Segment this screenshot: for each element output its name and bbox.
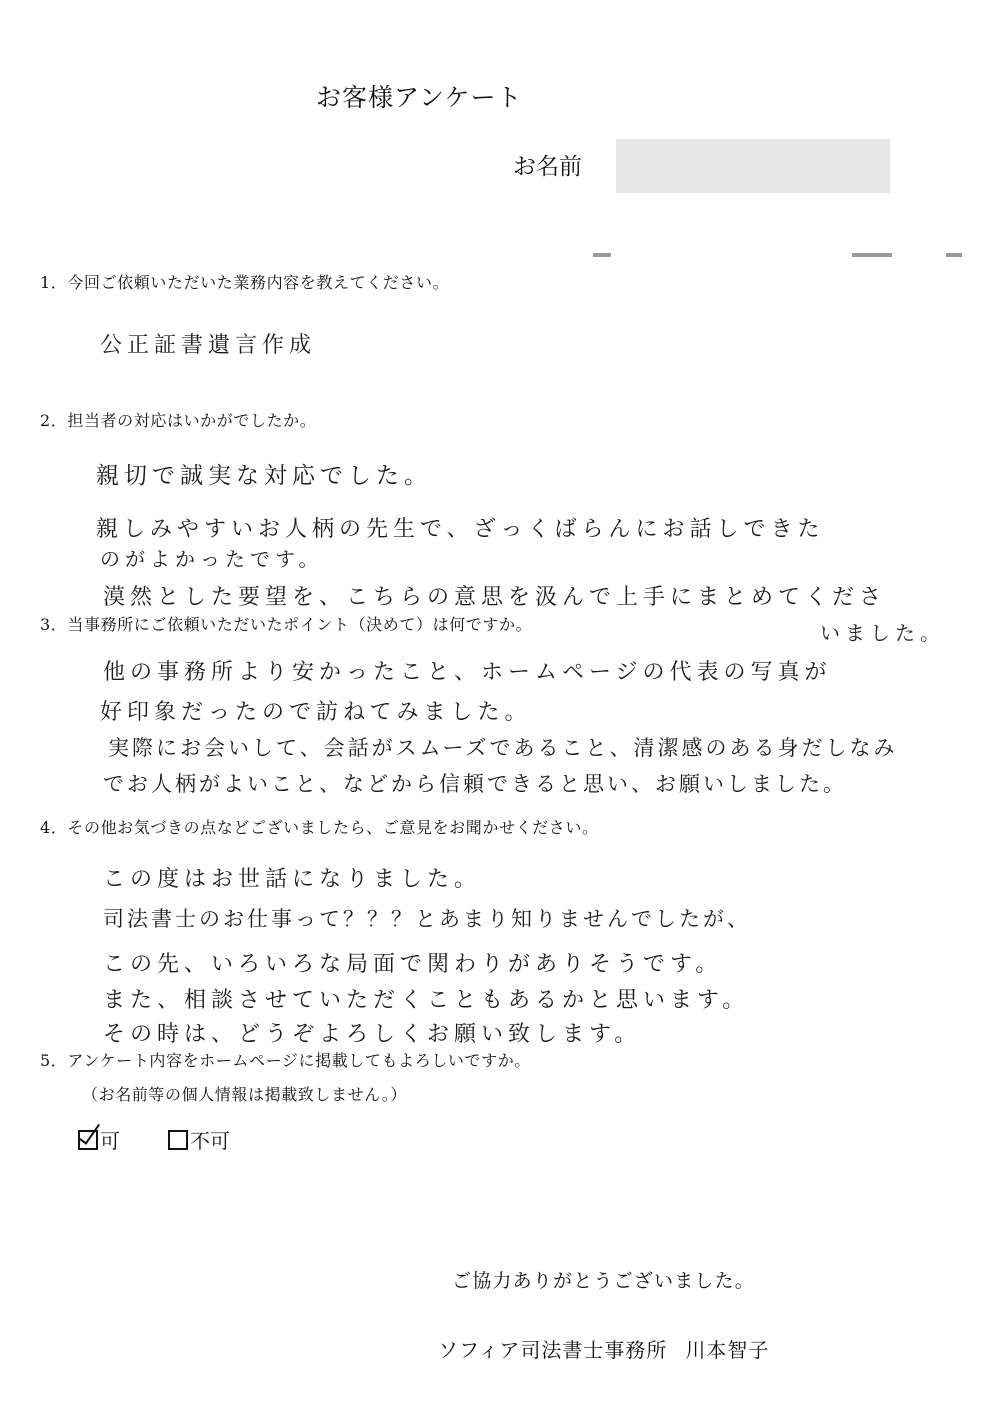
answer-1-line-1: 公正証書遺言作成 [100,333,317,358]
answer-4-line-1: この度はお世話になりました。 [103,867,482,892]
survey-title: お客様アンケート [316,83,523,112]
answer-2-line-3: のがよかったです。 [100,547,324,571]
staff-name: 川本智子 [685,1338,770,1362]
answer-4-line-2: 司法書士のお仕事って？？？とあまり知りませんでしたが、 [103,907,751,931]
office-signature [438,1334,769,1363]
check-mark-icon [78,1119,100,1144]
question-2: 2．担当者の対応はいかがでしたか。 [40,411,317,430]
thanks-message: ご協力ありがとうございました。 [452,1270,756,1292]
answer-3-line-2: 好印象だったので訪ねてみました。 [100,700,532,725]
answer-2-line-5: いました。 [820,621,945,645]
question-5: 5．アンケート内容をホームページに掲載してもよろしいですか。 [40,1051,531,1070]
answer-3-line-3: 実際にお会いして、会話がスムーズであること、清潔感のある身だしなみ [108,736,898,760]
answer-3-line-4: でお人柄がよいこと、などから信頼できると思い、お願いしました。 [103,772,847,796]
answer-4-line-3: この先、いろいろな局面で関わりがありそうです。 [103,952,723,977]
name-label: お名前 [513,154,582,180]
office-name: ソフィア司法書士事務所 [438,1338,668,1362]
deny-checkbox[interactable] [168,1130,188,1150]
answer-4-line-4: また、相談させていただくこともあるかと思います。 [103,988,750,1013]
scan-mark [852,253,892,257]
answer-2-line-1: 親切で誠実な対応でした。 [96,463,432,489]
answer-3-line-1: 他の事務所より安かったこと、ホームページの代表の写真が [103,660,832,685]
name-field-redacted [616,139,890,193]
question-4: 4．その他お気づきの点などございましたら、ご意見をお聞かせください。 [40,818,599,837]
option-deny-label: 不可 [190,1129,230,1153]
privacy-note: （お名前等の個人情報は掲載致しません。） [82,1085,407,1104]
answer-4-line-5: その時は、どうぞよろしくお願い致します。 [103,1022,642,1047]
question-3: 3．当事務所にご依頼いただいたポイント（決めて）は何ですか。 [40,615,533,634]
question-1: 1．今回ご依頼いただいた業務内容を教えてください。 [40,273,450,292]
scan-mark [946,253,962,257]
option-allow[interactable] [78,1125,120,1154]
answer-2-line-2: 親しみやすいお人柄の先生で、ざっくばらんにお話しできた [96,517,825,542]
answer-2-line-4: 漠然とした要望を、こちらの意思を汲んで上手にまとめてくださ [103,585,887,610]
scan-mark [593,253,611,257]
option-allow-label: 可 [100,1129,120,1153]
option-deny[interactable] [168,1125,230,1154]
allow-checkbox[interactable] [78,1130,98,1150]
